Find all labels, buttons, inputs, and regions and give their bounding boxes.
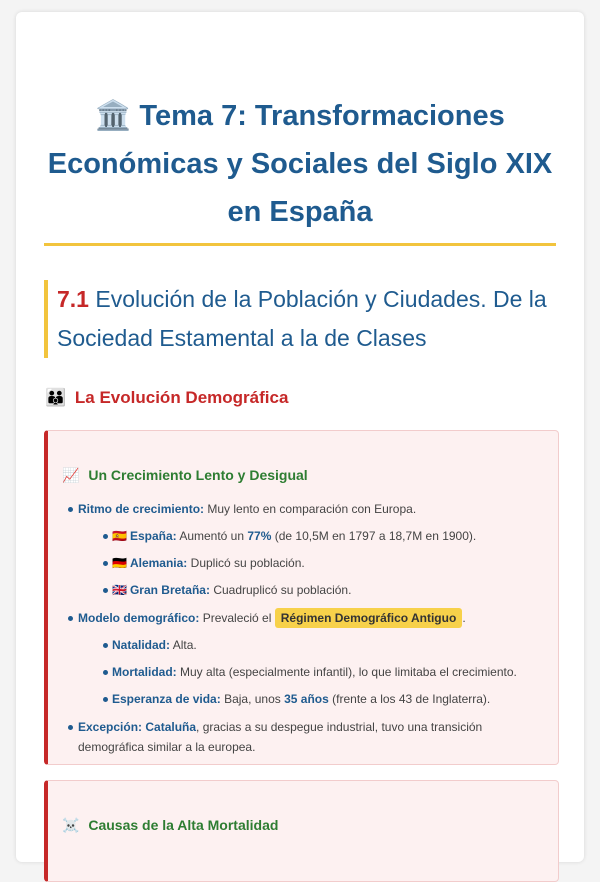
ritmo-label: Ritmo de crecimiento: (78, 502, 205, 516)
card-title (62, 467, 308, 484)
natalidad-label: Natalidad: (112, 638, 171, 652)
card-title-text: Un Crecimiento Lento y Desigual (88, 467, 308, 483)
info-card-mortality (44, 780, 559, 882)
skull-crossbones-icon: ☠️ (62, 817, 80, 833)
list-item-espana (112, 526, 543, 546)
natalidad-text: Alta. (172, 638, 197, 652)
espana-label: España: (129, 529, 177, 543)
esperanza-pre: Baja, unos (224, 692, 281, 706)
section-title: Evolución de la Población y Ciudades. De la Sociedad Estamental a la de Clases (57, 286, 547, 351)
list-item-alemania (112, 553, 543, 573)
chart-increasing-icon: 📈 (62, 467, 80, 483)
ritmo-sublist (112, 526, 543, 600)
list-item-natalidad (112, 635, 543, 655)
bank-icon: 🏛️ (95, 100, 132, 132)
page-title-text: Tema 7: Transformaciones Económicas y Sociales del Siglo XIX en España (47, 100, 553, 228)
esperanza-value: 35 años (284, 692, 329, 706)
esperanza-post: (frente a los 43 de Inglaterra). (332, 692, 491, 706)
subsection-heading (45, 388, 288, 408)
list-item-modelo (78, 608, 543, 709)
section-heading (44, 280, 557, 358)
germany-flag-icon: 🇩🇪 (112, 556, 127, 570)
page-title (44, 92, 556, 236)
subsection-title: La Evolución Demográfica (74, 388, 289, 407)
gran-bretana-text: Cuadruplicó su población. (213, 583, 352, 597)
alemania-label: Alemania: (129, 556, 188, 570)
mortalidad-text: Muy alta (especialmente infantil), lo que limitaba el crecimiento. (180, 665, 517, 679)
list-item-esperanza (112, 689, 543, 709)
list-item-gran-bretana (112, 580, 543, 600)
family-icon: 👪 (45, 388, 67, 407)
card-title-text: Causas de la Alta Mortalidad (88, 817, 279, 833)
document-page (16, 12, 584, 862)
alemania-text: Duplicó su población. (190, 556, 305, 570)
list-item-excepcion (78, 717, 543, 757)
espana-value: 77% (247, 529, 272, 543)
gran-bretana-label: Gran Bretaña: (129, 583, 210, 597)
card-title (62, 817, 278, 834)
excepcion-text: , gracias a su despegue industrial, tuvo una transición demográfica similar a la europea. (78, 720, 483, 754)
list-item-ritmo (78, 499, 543, 600)
list-item-mortalidad (112, 662, 543, 682)
highlight-badge: Régimen Demográfico Antiguo (275, 608, 463, 628)
info-card-growth (44, 430, 559, 765)
espana-post: (de 10,5M en 1797 a 18,7M en 1900). (274, 529, 477, 543)
esperanza-label: Esperanza de vida: (112, 692, 221, 706)
title-divider (44, 243, 556, 246)
modelo-pre: Prevaleció el (202, 611, 272, 625)
modelo-post: . (462, 611, 466, 625)
mortalidad-label: Mortalidad: (112, 665, 177, 679)
section-number: 7.1 (57, 286, 89, 312)
ritmo-text: Muy lento en comparación con Europa. (207, 502, 417, 516)
spain-flag-icon: 🇪🇸 (112, 529, 127, 543)
uk-flag-icon: 🇬🇧 (112, 583, 127, 597)
espana-pre: Aumentó un (179, 529, 245, 543)
excepcion-label: Excepción: Cataluña (78, 720, 197, 734)
modelo-label: Modelo demográfico: (78, 611, 200, 625)
growth-list (78, 499, 543, 757)
modelo-sublist (112, 635, 543, 709)
